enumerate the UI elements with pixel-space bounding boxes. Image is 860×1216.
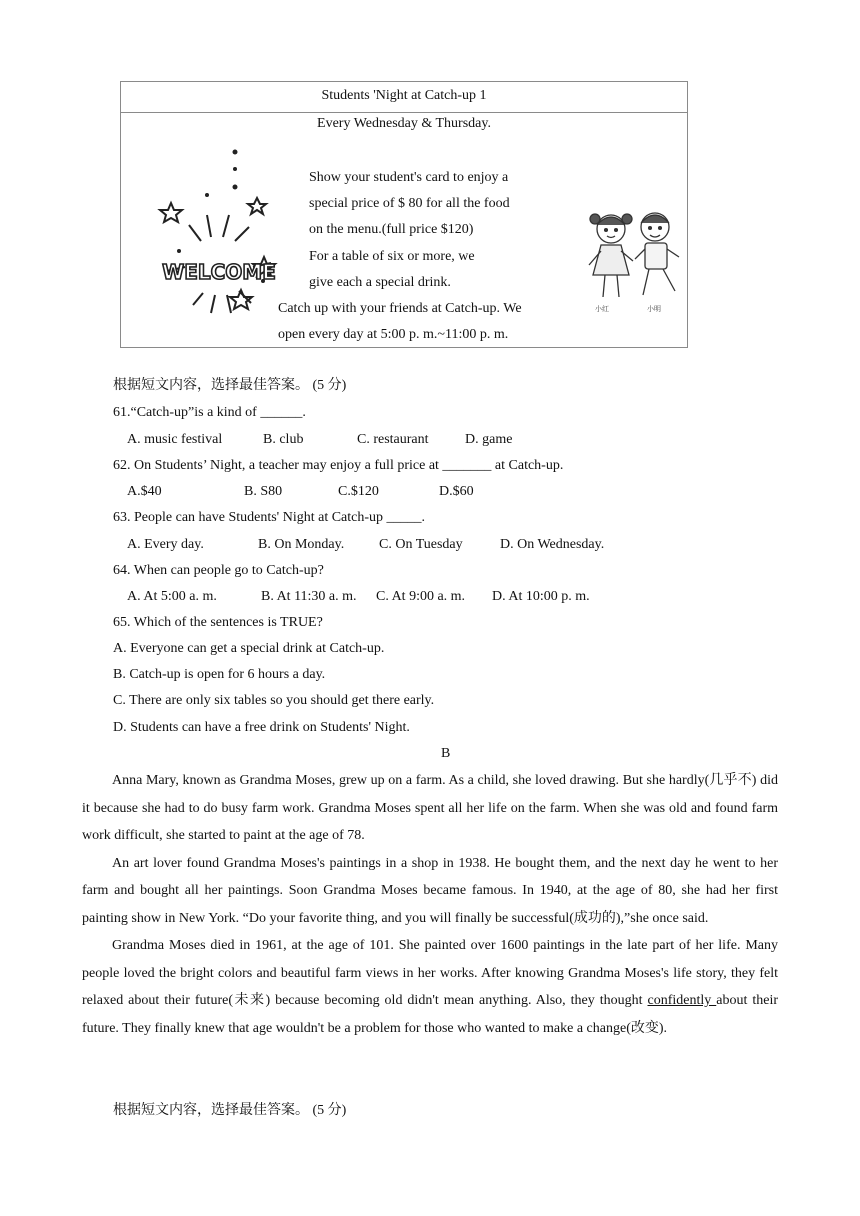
option: B. At 11:30 a. m. <box>261 589 357 604</box>
option: B. Catch-up is open for 6 hours a day. <box>113 667 326 682</box>
section-b-label: B <box>441 746 451 761</box>
option: D. At 10:00 p. m. <box>492 589 590 604</box>
option: B. S80 <box>244 484 283 499</box>
welcome-fireworks-image <box>149 143 289 323</box>
option: C. At 9:00 a. m. <box>376 589 466 604</box>
paragraph-text: about their future. They finally knew that age wouldn't be a problem for those who wanted to make a change(改变). <box>82 993 778 1036</box>
option: A. music festival <box>127 432 223 447</box>
option: B. On Monday. <box>258 537 345 552</box>
notice-body <box>121 113 687 348</box>
option: C.$120 <box>338 484 379 499</box>
kids-illustration <box>583 205 689 315</box>
option: A.$40 <box>127 484 162 499</box>
notice-line: Catch up with your friends at Catch-up. We <box>278 300 522 316</box>
paragraph-text: Grandma Moses died in 1961, at the age of 101. She painted over 1600 paintings in the late part of her life. Many people loved the bright colors and beautiful farm views in her works. After knowing Grandma Moses's life story, they felt relaxed about their future(未来) because becoming old didn't mean anything. Also, they thought <box>82 938 778 1008</box>
paragraph <box>82 932 778 1042</box>
notice-line: Show your student's card to enjoy a <box>309 170 509 185</box>
paragraph: An art lover found Grandma Moses's paintings in a shop in 1938. He bought them, and the next day he went to her farm and bought all her paintings. Soon Grandma Moses became famous. In 1940, at the age of 80, she had her first painting show in New York. “Do your favorite thing, and you will finally be successful(成功的),”she once said. <box>82 855 778 926</box>
instruction: 根据短文内容，选择最佳答案。 (5 分) <box>113 378 347 393</box>
kid-caption-girl: 小红 <box>595 305 609 313</box>
notice-line: open every day at 5:00 p. m.~11:00 p. m. <box>278 327 509 343</box>
question-64: 64. When can people go to Catch-up? <box>113 563 324 578</box>
option: A. Every day. <box>127 537 204 552</box>
notice-line: For a table of six or more, we <box>309 248 475 264</box>
passage-b <box>82 767 778 1042</box>
option: D.$60 <box>439 484 474 499</box>
option: D. On Wednesday. <box>500 537 605 552</box>
welcome-text: WELCOME <box>162 260 276 284</box>
option: A. Everyone can get a special drink at Catch-up. <box>113 641 385 656</box>
option: C. restaurant <box>357 432 429 447</box>
question-63: 63. People can have Students' Night at Catch-up _____. <box>113 510 426 525</box>
notice-line: give each a special drink. <box>309 274 451 290</box>
option: C. On Tuesday <box>379 537 463 552</box>
option: D. Students can have a free drink on Students' Night. <box>113 720 410 735</box>
notice-title: Students 'Night at Catch-up 1 <box>121 82 687 113</box>
notice-box <box>120 81 688 348</box>
question-62: 62. On Students’ Night, a teacher may enjoy a full price at _______ at Catch-up. <box>113 458 564 473</box>
notice-subtitle: Every Wednesday & Thursday. <box>317 116 491 131</box>
kid-caption-boy: 小明 <box>647 305 661 313</box>
option: A. At 5:00 a. m. <box>127 589 217 604</box>
option: B. club <box>263 432 304 447</box>
question-65: 65. Which of the sentences is TRUE? <box>113 615 323 630</box>
instruction: 根据短文内容，选择最佳答案。 (5 分) <box>113 1103 347 1118</box>
underlined-word: confidently <box>647 993 717 1008</box>
paragraph: Anna Mary, known as Grandma Moses, grew up on a farm. As a child, she loved drawing. But she hardly(几乎不) did it because she had to do busy farm work. Grandma Moses spent all her life on the farm. When she was old and found farm work difficult, she started to paint at the age of 78. <box>82 773 778 843</box>
notice-line: special price of $ 80 for all the food <box>309 196 510 212</box>
question-61: 61.“Catch-up”is a kind of ______. <box>113 405 306 420</box>
option: D. game <box>465 432 513 447</box>
option: C. There are only six tables so you should get there early. <box>113 693 435 708</box>
notice-lines <box>278 165 522 348</box>
notice-line: on the menu.(full price $120) <box>309 222 474 238</box>
